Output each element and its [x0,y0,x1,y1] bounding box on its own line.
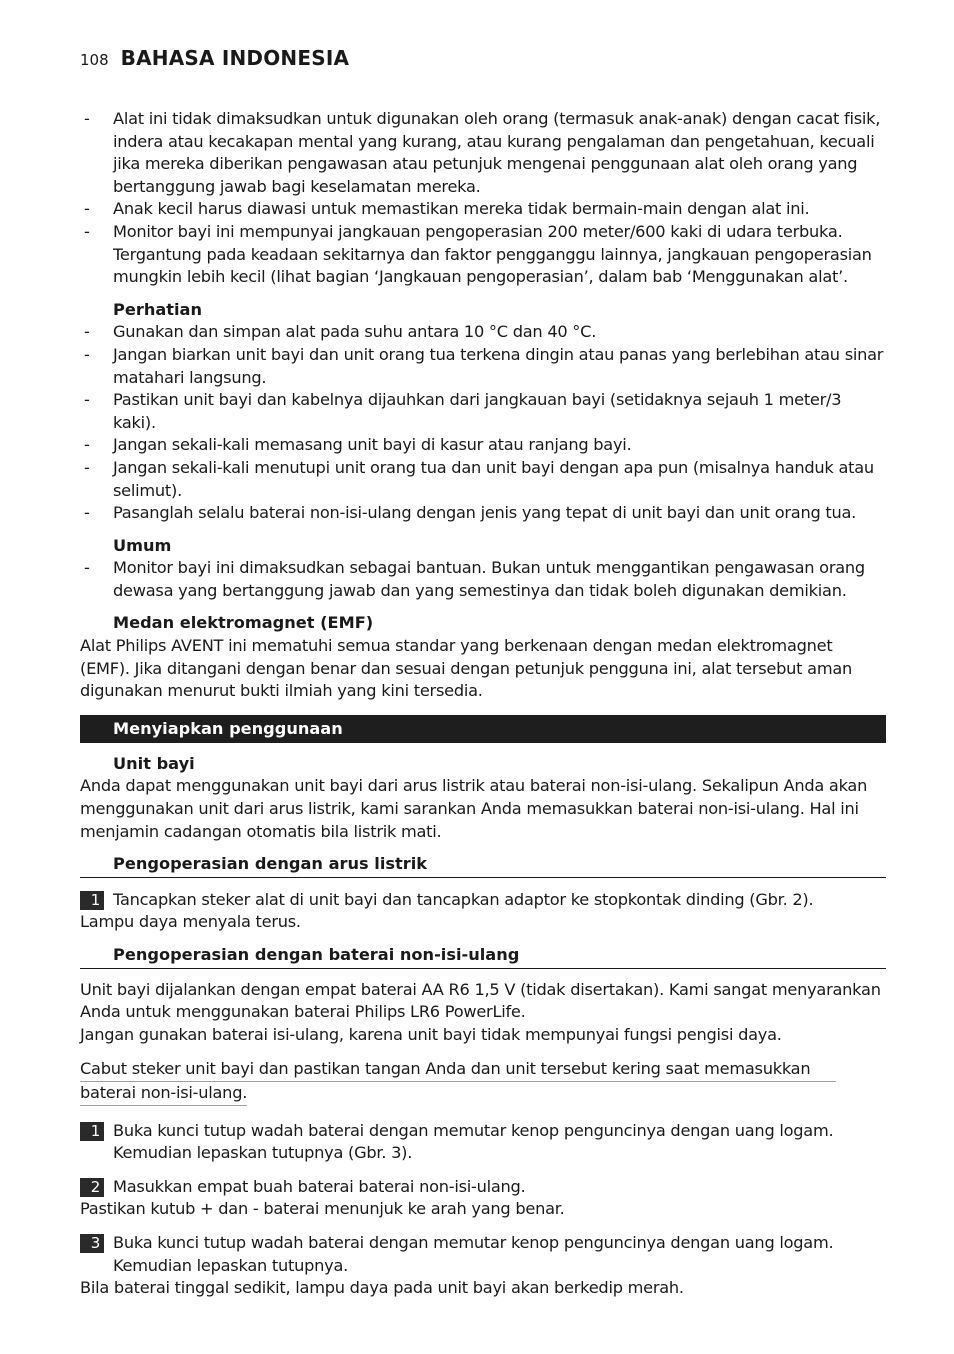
emf-heading: Medan elektromagnet (EMF) [113,613,374,633]
bullet-dash: - [84,344,90,364]
bullet-dash: - [84,199,90,219]
step-text: Buka kunci tutup wadah baterai dengan memutar kenop penguncinya dengan uang logam. Kemudian lepaskan tutupnya (Gbr. 3). [113,1120,834,1163]
baterai-paragraph: Unit bayi dijalankan dengan empat baterai AA R6 1,5 V (tidak disertakan). Kami sangat menyarankan Anda untuk menggunakan baterai Philips LR6 PowerLife. [80,979,881,1022]
step-note: Lampu daya menyala terus. [80,912,301,932]
bullet-text: Anak kecil harus diawasi untuk memastikan mereka tidak bermain-main dengan alat ini. [113,199,810,219]
umum-heading: Umum [113,535,172,555]
step-item [80,1176,886,1199]
step-text: Tancapkan steker alat di unit bayi dan tancapkan adaptor ke stopkontak dinding (Gbr. 2). [113,889,814,909]
list-item [80,344,886,389]
list-item [80,108,886,198]
step-number: 3 [80,1234,104,1253]
bullet-dash: - [84,109,90,128]
baterai-heading: Pengoperasian dengan baterai non-isi-ulang [80,944,886,969]
bullet-text: Gunakan dan simpan alat pada suhu antara 10 °C dan 40 °C. [113,322,597,342]
bullet-text: Jangan sekali-kali menutupi unit orang tua dan unit bayi dengan apa pun (misalnya handuk atau selimut). [113,457,874,500]
page-header [80,46,886,76]
section-bar: Menyiapkan penggunaan [80,715,886,743]
arus-listrik-heading: Pengoperasian dengan arus listrik [80,853,886,878]
warning-line: Cabut steker unit bayi dan pastikan tangan Anda dan unit tersebut kering saat memasukkan [80,1058,836,1082]
bullet-dash: - [84,435,90,455]
bullet-text: Alat ini tidak dimaksudkan untuk digunakan oleh orang (termasuk anak-anak) dengan cacat fisik, indera atau kecakapan mental yang kurang, atau kurang pengalaman dan pengetahuan, kecuali jika mereka diberikan pengawasan atau petunjuk mengenai penggunaan alat oleh orang yang bertanggung jawab bagi keselamatan mereka. [113,109,881,196]
unit-bayi-paragraph: Anda dapat menggunakan unit bayi dari arus listrik atau baterai non-isi-ulang. Sekalipun Anda akan menggunakan unit dari arus listrik, kami sarankan Anda memasukkan baterai non-isi-ulang. Hal ini menjamin cadangan otomatis bila listrik mati. [80,776,868,841]
baterai-paragraph-2: Jangan gunakan baterai isi-ulang, karena unit bayi tidak mempunyai fungsi pengisi daya. [80,1024,782,1044]
bullet-dash: - [84,558,90,578]
bullet-dash: - [84,390,90,410]
warning-text [80,1058,836,1105]
page-title: BAHASA INDONESIA [120,46,350,70]
step-item [80,1120,886,1165]
unit-bayi-heading: Unit bayi [113,753,195,773]
page [80,46,886,1298]
bullet-text: Pastikan unit bayi dan kabelnya dijauhkan dari jangkauan bayi (setidaknya sejauh 1 meter/3 kaki). [113,390,842,432]
list-item [80,389,886,434]
bullet-text: Monitor bayi ini dimaksudkan sebagai bantuan. Bukan untuk menggantikan pengawasan orang dewasa yang bertanggung jawab dan yang semestinya dan tidak boleh digunakan demikian. [113,558,865,600]
bullet-dash: - [84,503,90,523]
list-item [80,557,886,602]
step-number: 1 [80,1122,104,1141]
emf-paragraph: Alat Philips AVENT ini mematuhi semua standar yang berkenaan dengan medan elektromagnet (EMF). Jika ditangani dengan benar dan sesuai dengan petunjuk pengguna ini, alat tersebut aman digunakan menurut bukti ilmiah yang kini tersedia. [80,636,853,701]
warning-line-2: baterai non-isi-ulang. [80,1082,247,1106]
list-item [80,198,886,221]
list-item [80,221,886,289]
step-text: Masukkan empat buah baterai baterai non-isi-ulang. [113,1176,526,1196]
bullet-dash: - [84,322,90,342]
list-item [80,457,886,502]
warning-line [80,1082,836,1106]
step-number: 2 [80,1178,104,1197]
step-text: Buka kunci tutup wadah baterai dengan memutar kenop penguncinya dengan uang logam. Kemudian lepaskan tutupnya. [113,1232,834,1275]
bullet-text: Monitor bayi ini mempunyai jangkauan pengoperasian 200 meter/600 kaki di udara terbuka. Tergantung pada keadaan sekitarnya dan faktor pengganggu lainnya, jangkauan pengoperasian mungkin lebih kecil (lihat bagian ‘Jangkauan pengoperasian’, dalam bab ‘Menggunakan alat’. [113,221,872,287]
bullet-text: Pasanglah selalu baterai non-isi-ulang dengan jenis yang tepat di unit bayi dan unit orang tua. [113,503,857,523]
perhatian-heading: Perhatian [113,299,203,319]
step-item [80,1232,886,1277]
page-number: 108 [80,51,109,69]
bullet-text: Jangan sekali-kali memasang unit bayi di kasur atau ranjang bayi. [113,435,632,455]
bullet-dash: - [84,457,90,477]
list-item [80,502,886,525]
step-note: Pastikan kutub + dan - baterai menunjuk ke arah yang benar. [80,1199,565,1219]
list-item [80,321,886,344]
step-note: Bila baterai tinggal sedikit, lampu daya pada unit bayi akan berkedip merah. [80,1278,684,1298]
document-body [80,108,886,1300]
bullet-text: Jangan biarkan unit bayi dan unit orang tua terkena dingin atau panas yang berlebihan atau sinar matahari langsung. [113,344,884,387]
bullet-dash: - [84,221,90,241]
list-item [80,434,886,457]
step-number: 1 [80,891,104,910]
step-item [80,889,886,912]
